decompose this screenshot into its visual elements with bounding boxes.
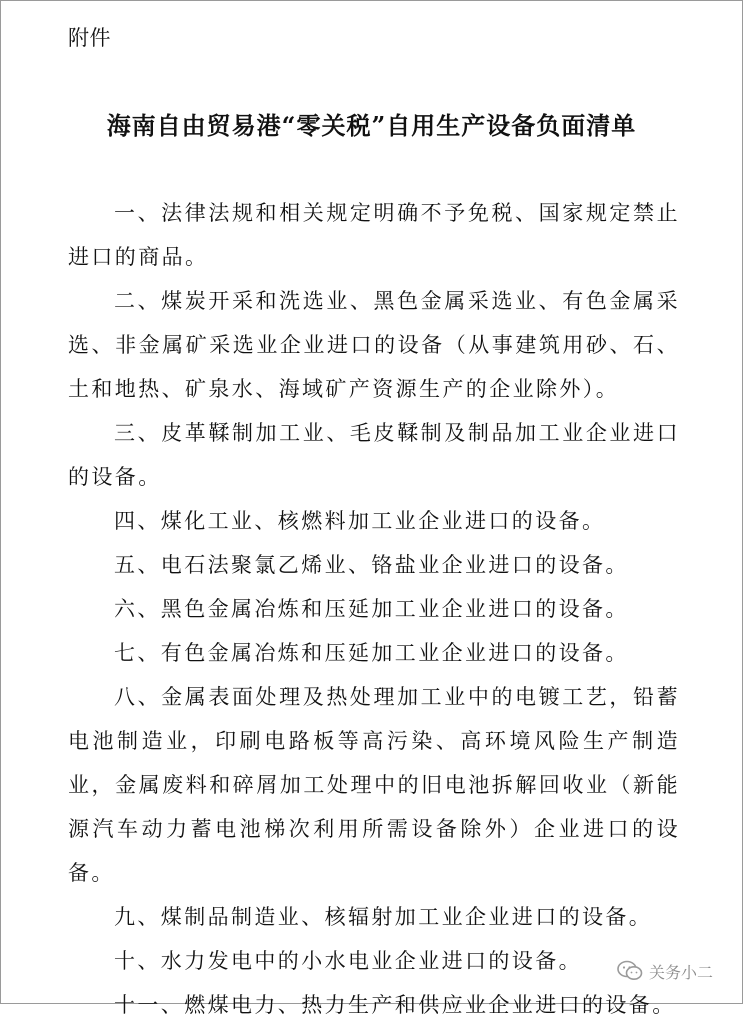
list-item: 六、黑色金属冶炼和压延加工业企业进口的设备。 — [114, 597, 629, 621]
list-item: 七、有色金属冶炼和压延加工业企业进口的设备。 — [114, 641, 629, 665]
list-item: 十、水力发电中的小水电业企业进口的设备。 — [114, 949, 582, 973]
wechat-icon — [617, 960, 643, 982]
list-item: 三、皮革鞣制加工业、毛皮鞣制及制品加工业企业进口的设备。 — [68, 421, 680, 489]
watermark-text: 关务小二 — [649, 964, 714, 982]
list-item: 十一、燃煤电力、热力生产和供应业企业进口的设备。 — [114, 993, 676, 1017]
document-title: 海南自由贸易港“零关税”自用生产设备负面清单 — [106, 111, 637, 140]
list-item: 一、法律法规和相关规定明确不予免税、国家规定禁止进口的商品。 — [68, 201, 680, 269]
list-item: 四、煤化工业、核燃料加工业企业进口的设备。 — [114, 509, 606, 533]
watermark — [613, 958, 717, 984]
list-item: 二、煤炭开采和洗选业、黑色金属采选业、有色金属采选、非金属矿采选业企业进口的设备（从事建筑用砂、石、土和地热、矿泉水、海域矿产资源生产的企业除外）。 — [68, 289, 680, 401]
negative-list — [68, 191, 680, 1027]
list-item: 五、电石法聚氯乙烯业、铬盐业企业进口的设备。 — [114, 553, 629, 577]
list-item: 九、煤制品制造业、核辐射加工业企业进口的设备。 — [114, 905, 653, 929]
attachment-label: 附件 — [68, 26, 111, 50]
list-item: 八、金属表面处理及热处理加工业中的电镀工艺，铅蓄电池制造业，印刷电路板等高污染、高环境风险生产制造业，金属废料和碎屑加工处理中的旧电池拆解回收业（新能源汽车动力蓄电池梯次利用所需设备除外）企业进口的设备。 — [68, 685, 680, 885]
